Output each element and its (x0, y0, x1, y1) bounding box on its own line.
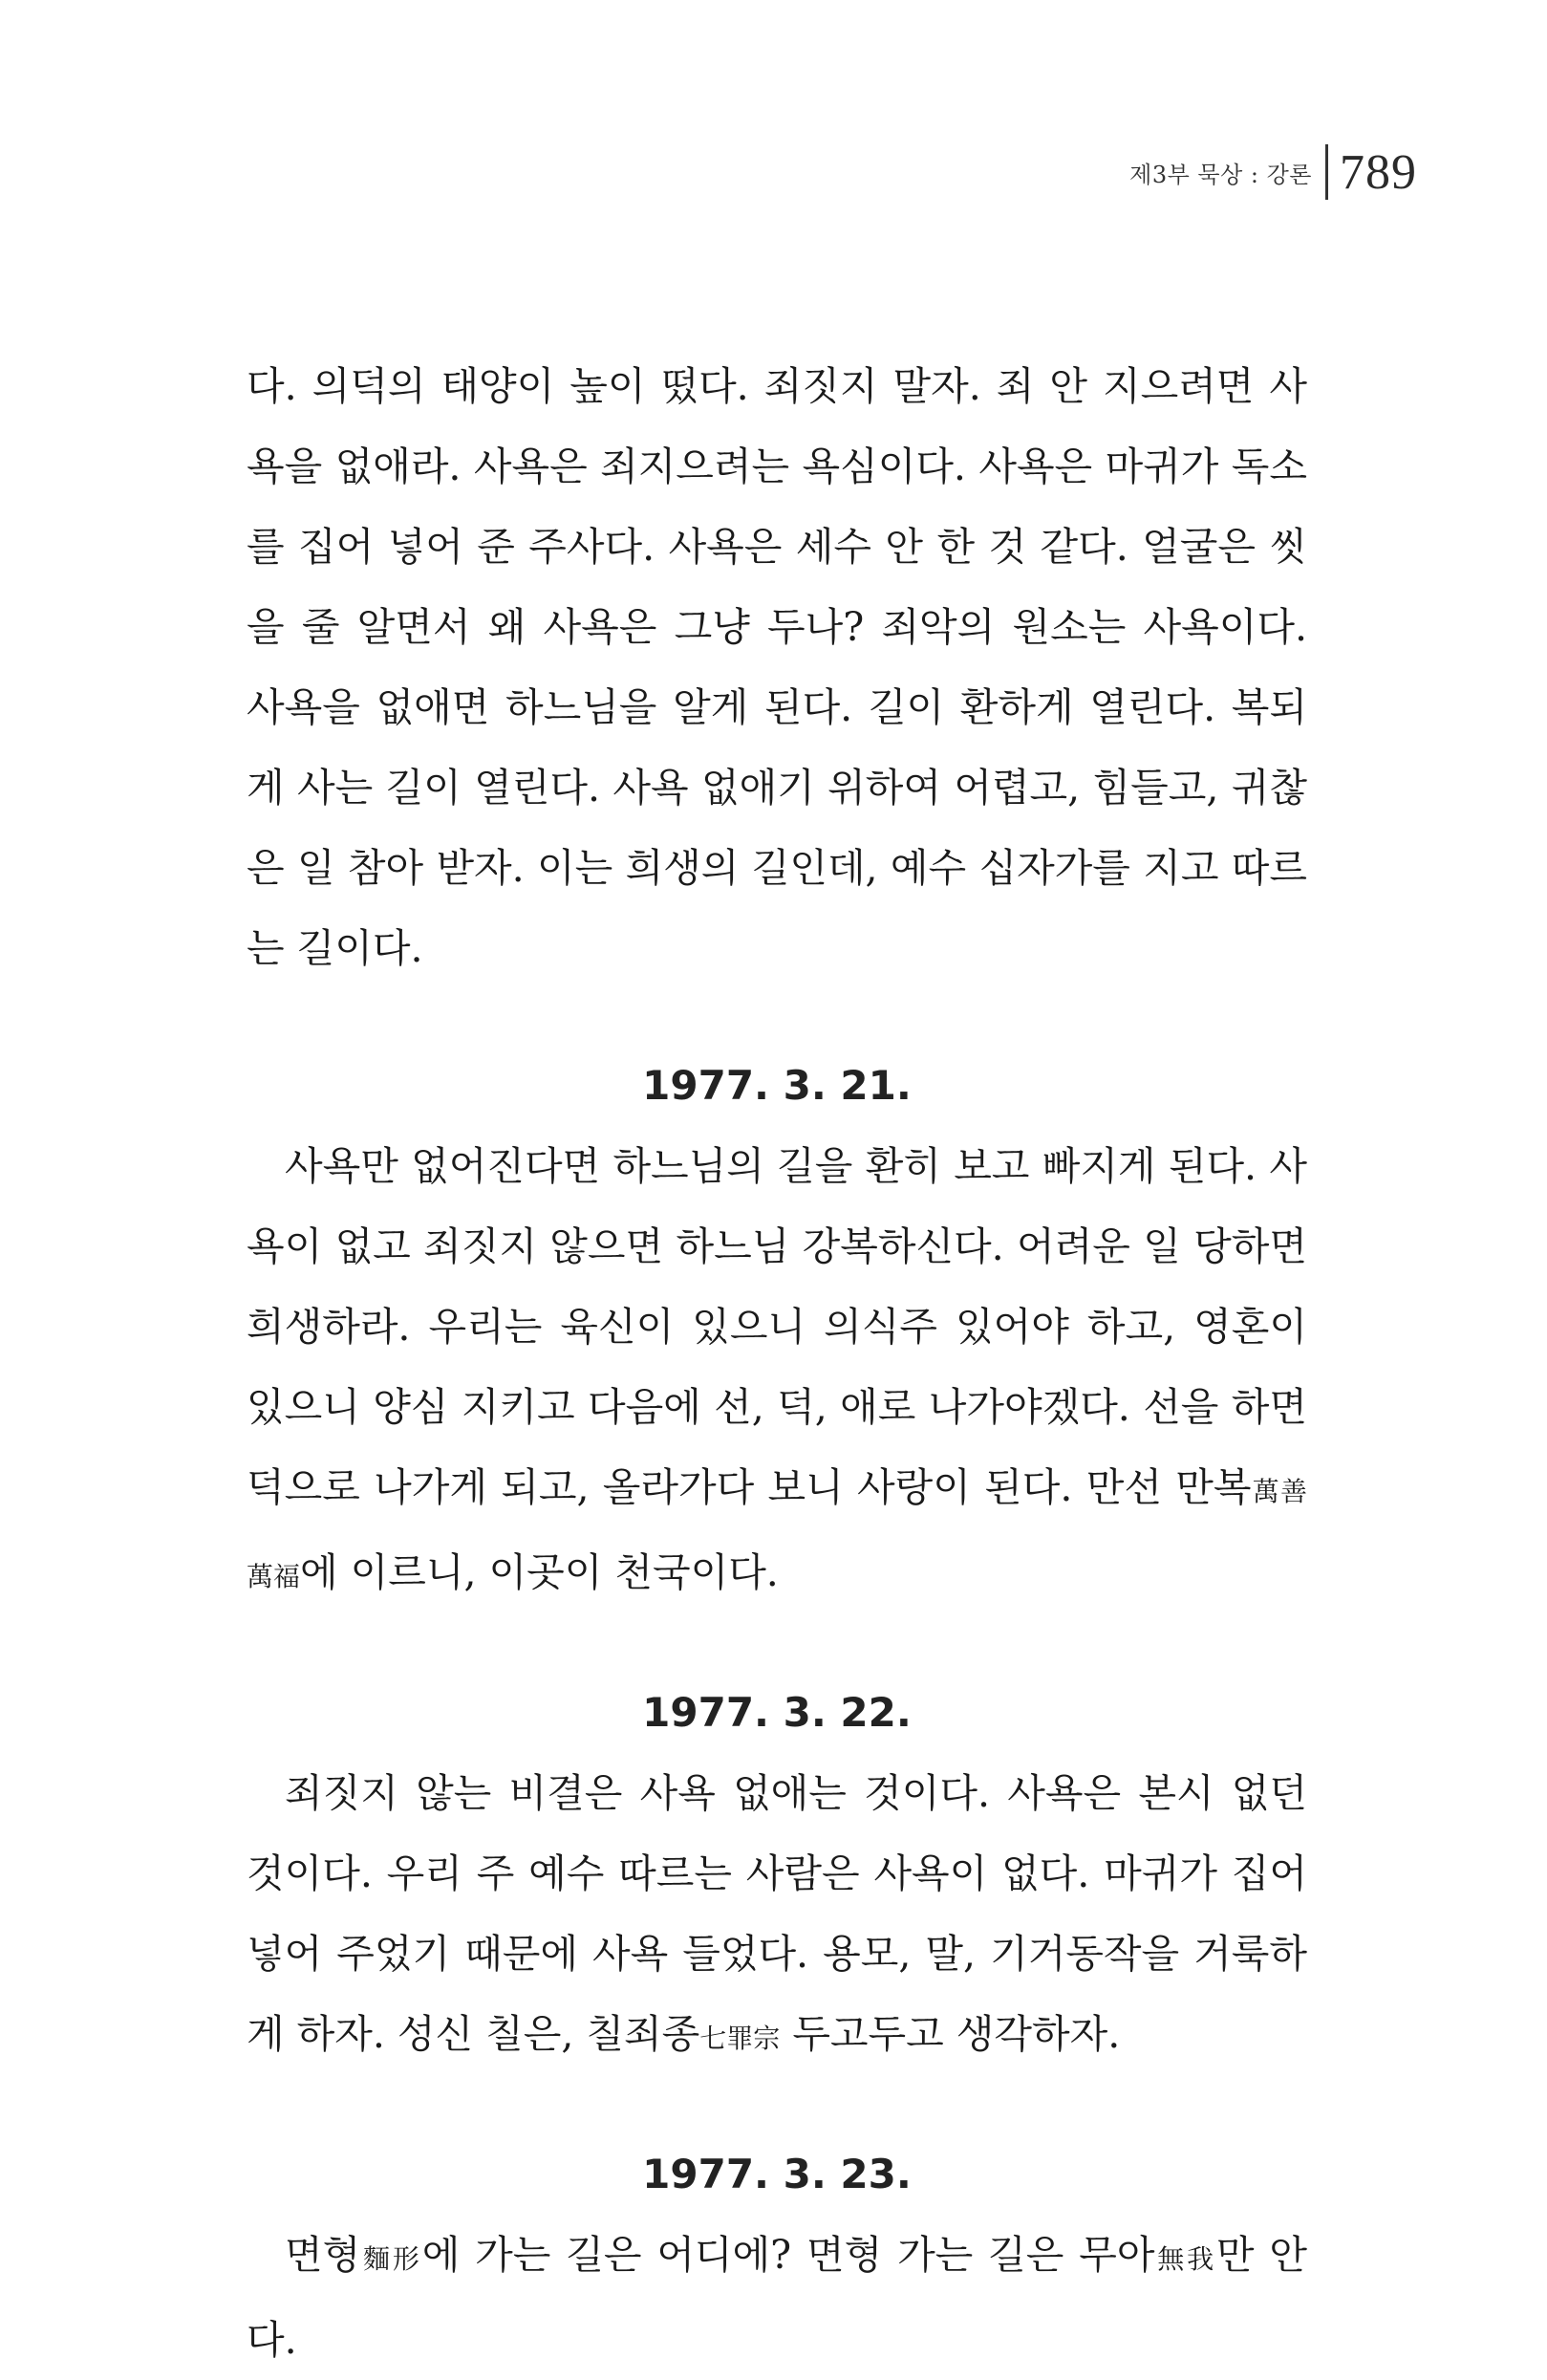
intro-paragraph: 다. 의덕의 태양이 높이 떴다. 죄짓지 말자. 죄 안 지으려면 사욕을 없애라. 사욕은 죄지으려는 욕심이다. 사욕은 마귀가 독소를 집어 넣어 준 주사다. 사욕은 세수 안 한 것 같다. 얼굴은 씻을 줄 알면서 왜 사욕은 그냥 두나? 죄악의 원소는 사욕이다. 사욕을 없애면 하느님을 알게 된다. 길이 환하게 열린다. 복되게 사는 길이 열린다. 사욕 없애기 위하여 어렵고, 힘들고, 귀찮은 일 참아 받자. 이는 희생의 길인데, 예수 십자가를 지고 따르는 길이다. (247, 363, 1307, 971)
page-number: 789 (1340, 144, 1417, 200)
header-divider (1325, 144, 1328, 200)
entry-date-heading: 1977. 3. 23. (642, 2151, 912, 2197)
entry-text: 에 가는 길은 어디에? 면형 가는 길은 무아 (421, 2232, 1155, 2278)
entry-text: 죄짓지 않는 비결은 사욕 없애는 것이다. 사욕은 본시 없던 것이다. 우리 주 예수 따르는 사람은 사욕이 없다. 마귀가 집어넣어 주었기 때문에 사욕 들었다. 용모, 말, 기거동작을 거룩하게 하자. 성신 칠은, 칠죄종 (247, 1770, 1307, 2057)
entry-text: 두고두고 생각하자. (780, 2011, 1121, 2057)
entry-text: 에 이르니, 이곳이 천국이다. (300, 1549, 779, 1595)
page-body (247, 346, 1307, 2380)
entry-paragraph (247, 1753, 1307, 2079)
entry-text: 사욕만 없어진다면 하느님의 길을 환히 보고 빠지게 된다. 사욕이 없고 죄짓지 않으면 하느님 강복하신다. 어려운 일 당하면 희생하라. 우리는 육신이 있으니 의식주 있어야 하고, 영혼이 있으니 양심 지키고 다음에 선, 덕, 애로 나가야겠다. 선을 하면 덕으로 나가게 되고, 올라가다 보니 사랑이 된다. 만선 만복 (247, 1143, 1307, 1510)
hanja-annotation: 萬善萬福 (247, 1476, 1307, 1592)
hanja-annotation: 麵形 (360, 2243, 422, 2275)
entry-paragraph (247, 2215, 1307, 2380)
hanja-annotation: 無我 (1154, 2243, 1216, 2275)
hanja-annotation: 七罪宗 (699, 2023, 781, 2054)
entry-date-heading: 1977. 3. 22. (642, 1689, 912, 1736)
entry-text: 면형 (285, 2232, 361, 2278)
section-label: 제3부 묵상 : 강론 (1129, 161, 1312, 188)
entry-paragraph (247, 1126, 1307, 1617)
entry-date-heading: 1977. 3. 21. (642, 1062, 912, 1109)
entry-text: 만 안다. (247, 2232, 1307, 2363)
running-header (1129, 143, 1417, 201)
